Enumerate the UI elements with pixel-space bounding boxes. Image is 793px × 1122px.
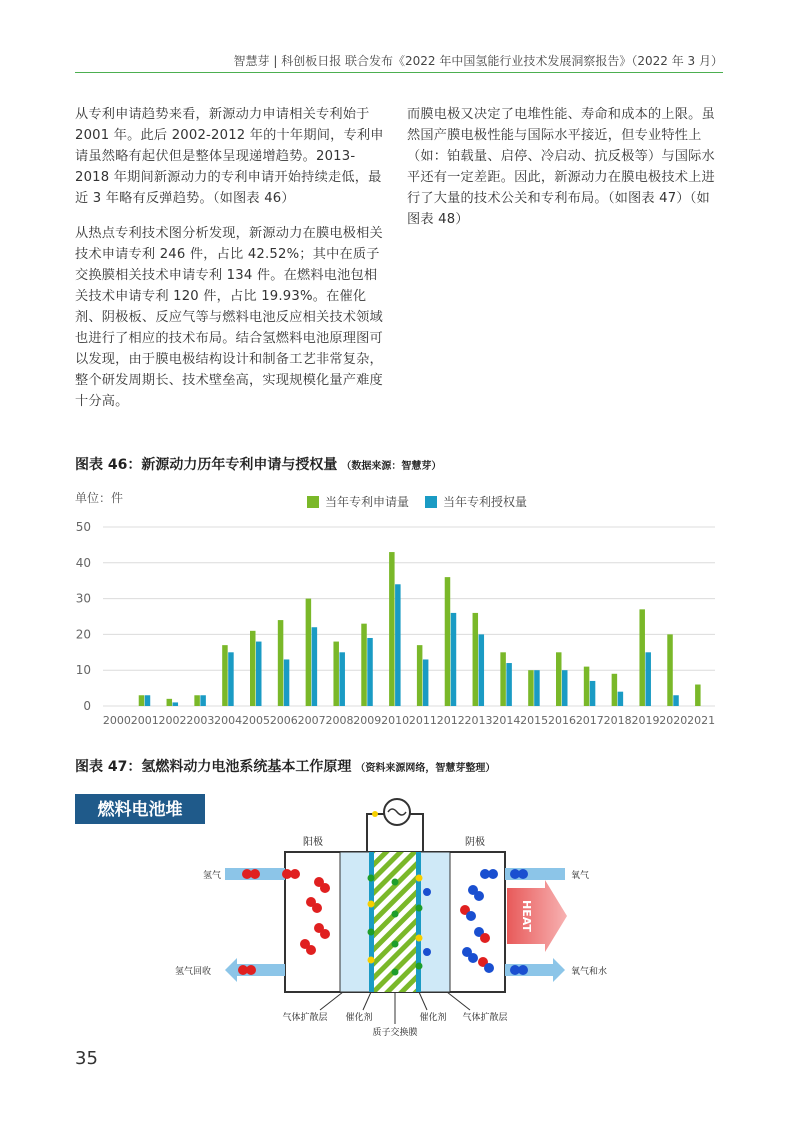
legend-swatch [307,496,319,508]
bar-grants [506,663,512,706]
x-tick-label: 2009 [353,714,382,727]
bar-grants [673,695,679,706]
cathode-label: 阴极 [465,837,485,848]
bar-grants [423,659,429,706]
heat-arrow-icon [507,880,567,952]
y-tick-label: 50 [75,520,91,534]
bar-grants [534,670,540,706]
bar-grants [645,652,651,706]
bar-applications [306,599,312,706]
page-header: 智慧芽 | 科创板日报 联合发布《2022 年中国氢能行业技术发展洞察报告》（2022 年 3 月） [233,54,723,68]
x-tick-label: 2000 [102,714,131,727]
paragraph: 从专利申请趋势来看，新源动力申请相关专利始于 2001 年。此后 2002-2012 年的十年期间，专利申请虽然略有起伏但是整体呈现递增趋势。2013-2018 年期间新源动力的专利申请开始持续走低，最近 3 年略有反弹趋势。（如图表 46） [75,107,384,206]
x-tick-label: 2017 [575,714,604,727]
right-column [407,104,719,244]
x-tick-label: 2016 [548,714,576,727]
heat-label: HEAT [520,900,533,932]
bar-applications [500,652,506,706]
x-tick-label: 2014 [492,714,521,727]
bar-grants [479,634,485,706]
x-tick-label: 2004 [214,714,243,727]
x-tick-label: 2011 [408,714,437,727]
figure-47-title [75,756,495,776]
x-tick-label: 2008 [325,714,354,727]
catalyst-layer-right [416,852,421,992]
oxygen-water-label: 氧气和水 [571,967,608,977]
x-tick-label: 2013 [464,714,493,727]
bar-applications [612,674,618,706]
bar-applications [361,624,367,706]
x-tick-label: 2003 [186,714,215,727]
page-number: 35 [75,1048,98,1069]
bar-applications [139,695,145,706]
fuel-cell-diagram [75,792,720,1052]
patent-bar-chart [75,484,720,729]
x-tick-label: 2018 [603,714,632,727]
bar-applications [445,577,451,706]
catalyst-left-label: 催化剂 [345,1013,373,1023]
x-tick-label: 2021 [687,714,716,727]
arrow-head-icon [553,958,565,982]
circuit-wire-right [410,814,423,854]
bar-grants [367,638,373,706]
hydrogen-recycle-label: 氢气回收 [175,967,212,977]
legend-label: 当年专利申请量 [325,495,410,509]
bar-grants [200,695,206,706]
bar-grants [145,695,151,706]
bar-applications [528,670,534,706]
arrow-head-icon [225,958,237,982]
bar-grants [395,584,401,706]
y-tick-label: 30 [75,591,91,606]
x-tick-label: 2001 [130,714,159,727]
y-tick-label: 40 [75,555,91,570]
bar-applications [389,552,395,706]
bar-applications [667,634,673,706]
y-tick-label: 20 [75,627,91,642]
bar-applications [556,652,562,706]
x-tick-label: 2015 [520,714,549,727]
diagram-banner: 燃料电池堆 [97,800,183,820]
oxygen-in-label: 氧气 [571,871,590,881]
x-tick-label: 2006 [269,714,298,727]
y-tick-label: 10 [75,663,91,678]
figure-source: （数据来源：智慧芽） [341,461,442,472]
x-tick-label: 2020 [659,714,688,727]
pem-label: 质子交换膜 [372,1028,418,1038]
paragraph: 而膜电极又决定了电堆性能、寿命和成本的上限。虽然国产膜电极性能与国际水平接近，但专业特性上（如：铂载量、启停、冷启动、抗反极等）与国际水平还有一定差距。因此，新源动力在膜电极技术上进行了大量的技术公关和专利布局。（如图表 47）（如图表 48） [407,107,715,227]
bar-applications [167,699,173,706]
y-tick-label: 0 [83,699,91,713]
legend-swatch [425,496,437,508]
bar-applications [278,620,284,706]
bar-grants [312,627,318,706]
bar-grants [256,642,262,706]
bar-applications [695,685,701,706]
legend-label: 当年专利授权量 [443,495,528,509]
bar-grants [590,681,596,706]
bar-applications [222,645,228,706]
gdl-right-label: 气体扩散层 [462,1013,508,1023]
bar-applications [417,645,423,706]
catalyst-right-label: 催化剂 [419,1013,447,1023]
anode-label: 阳极 [303,837,323,848]
bar-grants [173,702,179,706]
bar-grants [339,652,345,706]
x-tick-label: 2019 [631,714,660,727]
figure-title-text: 图表 47：氢燃料动力电池系统基本工作原理 [75,759,352,775]
bar-applications [473,613,479,706]
bar-grants [451,613,457,706]
unit-label: 单位：件 [75,491,124,505]
hydrogen-in-label: 氢气 [203,871,222,881]
x-tick-label: 2012 [436,714,465,727]
x-tick-label: 2002 [158,714,187,727]
electron-dot [372,811,378,817]
figure-title-text: 图表 46：新源动力历年专利申请与授权量 [75,457,338,473]
bar-grants [284,659,290,706]
callout-lines [320,992,470,1024]
x-tick-label: 2010 [381,714,410,727]
paragraph: 从热点专利技术图分析发现，新源动力在膜电极相关技术申请专利 246 件，占比 42.52%；其中在质子交换膜相关技术申请专利 134 件。在燃料电池包相关技术申请专利 120 件，占比 19.93%。在催化剂、阴极板、反应气等与燃料电池反应相关技术领域也进行了相应的技术布局。结合氢燃料电池原理图可以发现，由于膜电极结构设计和制备工艺非常复杂，整个研发周期长、技术壁垒高，实现规模化量产难度十分高。 [75,226,383,409]
bar-applications [250,631,256,706]
bar-applications [194,695,200,706]
x-tick-label: 2007 [297,714,326,727]
header-rule [75,72,723,73]
bar-grants [618,692,624,706]
gdl-left-label: 气体扩散层 [282,1013,328,1023]
bar-applications [639,609,645,706]
figure-source: （资料来源网络，智慧芽整理） [355,763,496,774]
x-tick-label: 2005 [242,714,270,727]
figure-46-title [75,454,441,474]
left-column [75,104,387,426]
bar-grants [562,670,568,706]
bar-applications [333,642,339,706]
catalyst-layer-left [369,852,374,992]
bar-applications [584,667,590,706]
bar-grants [228,652,234,706]
